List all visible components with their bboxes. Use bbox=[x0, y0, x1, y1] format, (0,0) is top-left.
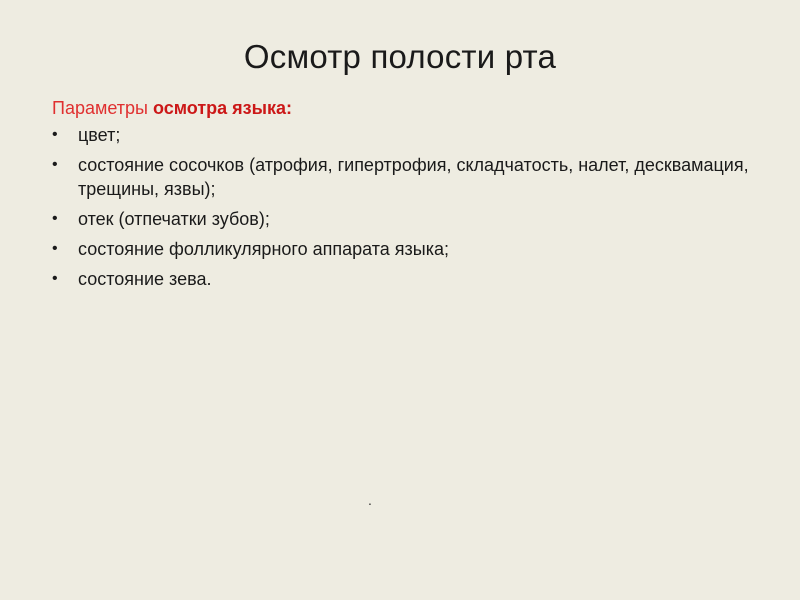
list-item-pharynx: • состояние зева. bbox=[52, 267, 772, 291]
list-item-follicular: • состояние фолликулярного аппарата языка; bbox=[52, 237, 772, 261]
list-item-edema: • отек (отпечатки зубов); bbox=[52, 207, 772, 231]
slide-title: Осмотр полости рта bbox=[243, 38, 557, 75]
parameters-heading-normal: Параметры bbox=[52, 98, 153, 118]
parameters-heading-bold: осмотра языка: bbox=[152, 98, 293, 118]
parameters-heading bbox=[52, 96, 772, 120]
list-item-papillae: • состояние сосочков (атрофия, гипертрофия, складчатость, налет, десквамация, трещины, язвы); bbox=[52, 153, 772, 201]
footer-mark: . bbox=[368, 492, 372, 508]
parameters-list bbox=[52, 123, 772, 291]
list-item-color: • цвет; bbox=[52, 123, 772, 147]
slide-content bbox=[52, 96, 772, 297]
